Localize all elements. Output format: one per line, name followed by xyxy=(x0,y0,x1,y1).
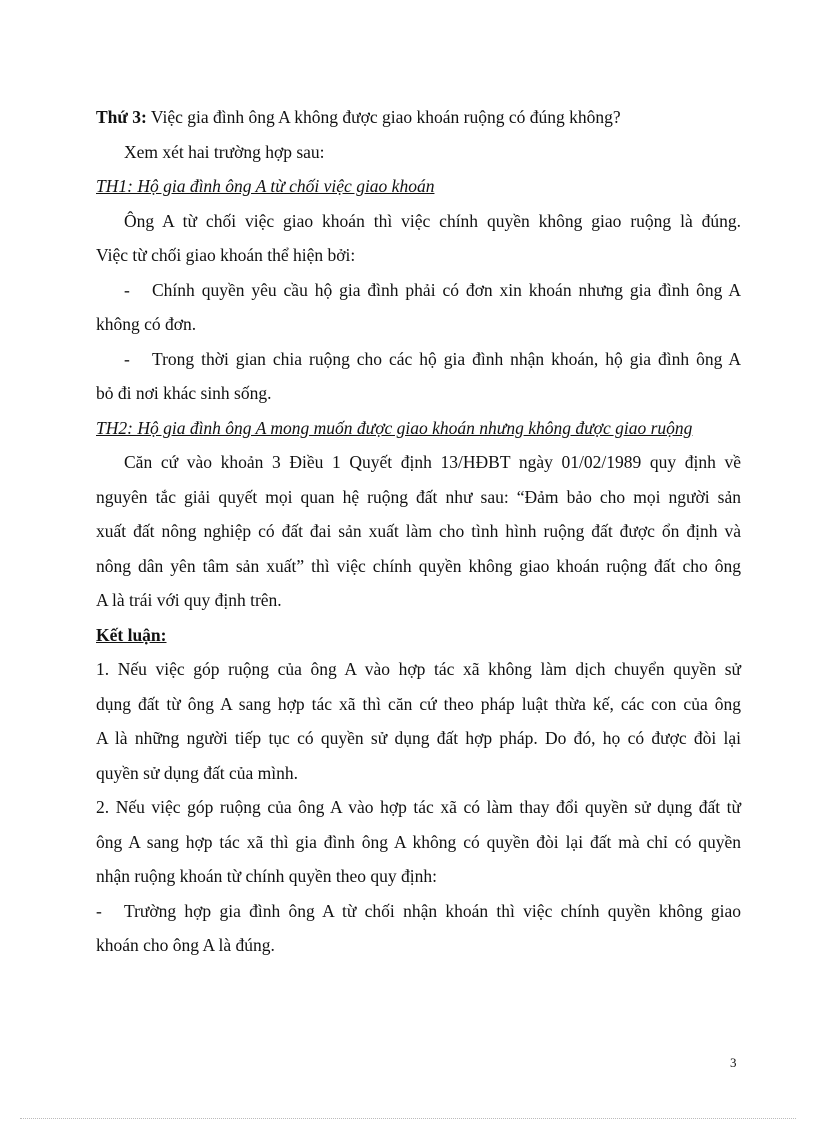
question-text: Việc gia đình ông A không được giao khoán ruộng có đúng không? xyxy=(146,107,621,127)
conclusion-item1-line2: dụng đất từ ông A sang hợp tác xã thì căn cứ theo pháp luật thừa kế, các con của ông xyxy=(96,693,741,714)
page-number: 3 xyxy=(730,1055,737,1070)
conclusion-item2-line1: 2. Nếu việc góp ruộng của ông A vào hợp tác xã có làm thay đổi quyền sử dụng đất từ xyxy=(96,797,741,817)
case2-title: TH2: Hộ gia đình ông A mong muốn được giao khoán nhưng không được giao ruộng xyxy=(96,417,693,438)
case1-bullet-1 xyxy=(96,273,741,308)
bullet-text-line1: Chính quyền yêu cầu hộ gia đình phải có đơn xin khoán nhưng gia đình ông A xyxy=(152,279,741,300)
case2-line4: nông dân yên tâm sản xuất” thì việc chính quyền không giao khoán ruộng đất cho ông xyxy=(96,555,741,576)
case2-line2: nguyên tắc giải quyết mọi quan hệ ruộng đất như sau: “Đảm bảo cho mọi người sản xyxy=(96,486,741,507)
conclusion-item1-line4: quyền sử dụng đất của mình. xyxy=(96,762,298,783)
conclusion-item2-line2: ông A sang hợp tác xã thì gia đình ông A không có quyền đòi lại đất mà chỉ có quyền xyxy=(96,831,741,852)
bullet-text-line1: Trường hợp gia đình ông A từ chối nhận khoán thì việc chính quyền không giao xyxy=(124,900,741,921)
case1-bullet-2 xyxy=(96,342,741,377)
question-label: Thứ 3: xyxy=(96,107,147,127)
bullet-text-line2: khoán cho ông A là đúng. xyxy=(96,935,275,955)
conclusion-item1-line1: 1. Nếu việc góp ruộng của ông A vào hợp tác xã không làm dịch chuyển quyền sử xyxy=(96,659,741,679)
conclusion-item1-line3: A là những người tiếp tục có quyền sử dụng đất hợp pháp. Do đó, họ có được đòi lại xyxy=(96,728,741,748)
bullet-dash: - xyxy=(124,279,130,300)
case1-title: TH1: Hộ gia đình ông A từ chối việc giao khoán xyxy=(96,176,435,196)
question-heading xyxy=(96,100,741,135)
conclusion-title: Kết luận: xyxy=(96,624,167,645)
conclusion-bullet xyxy=(96,894,741,929)
case2-line3: xuất đất nông nghiệp có đất đai sản xuất làm cho tình hình ruộng đất được ổn định và xyxy=(96,521,741,541)
bullet-dash: - xyxy=(96,900,102,921)
bullet-dash: - xyxy=(124,348,130,369)
page-bottom-divider xyxy=(20,1118,796,1119)
bullet-text-line2: bỏ đi nơi khác sinh sống. xyxy=(96,383,272,403)
document-body xyxy=(96,100,741,963)
bullet-text-line1: Trong thời gian chia ruộng cho các hộ gia đình nhận khoán, hộ gia đình ông A xyxy=(152,348,741,369)
case2-line1: Căn cứ vào khoản 3 Điều 1 Quyết định 13/HĐBT ngày 01/02/1989 quy định về xyxy=(124,452,741,472)
bullet-text-line2: không có đơn. xyxy=(96,314,197,334)
case1-paragraph-line1: Ông A từ chối việc giao khoán thì việc chính quyền không giao ruộng là đúng. xyxy=(124,210,741,231)
case1-paragraph-line2: Việc từ chối giao khoán thể hiện bởi: xyxy=(96,245,356,265)
intro-text: Xem xét hai trường hợp sau: xyxy=(124,141,325,162)
conclusion-item2-line3: nhận ruộng khoán từ chính quyền theo quy định: xyxy=(96,866,437,886)
case2-line5: A là trái với quy định trên. xyxy=(96,590,282,610)
